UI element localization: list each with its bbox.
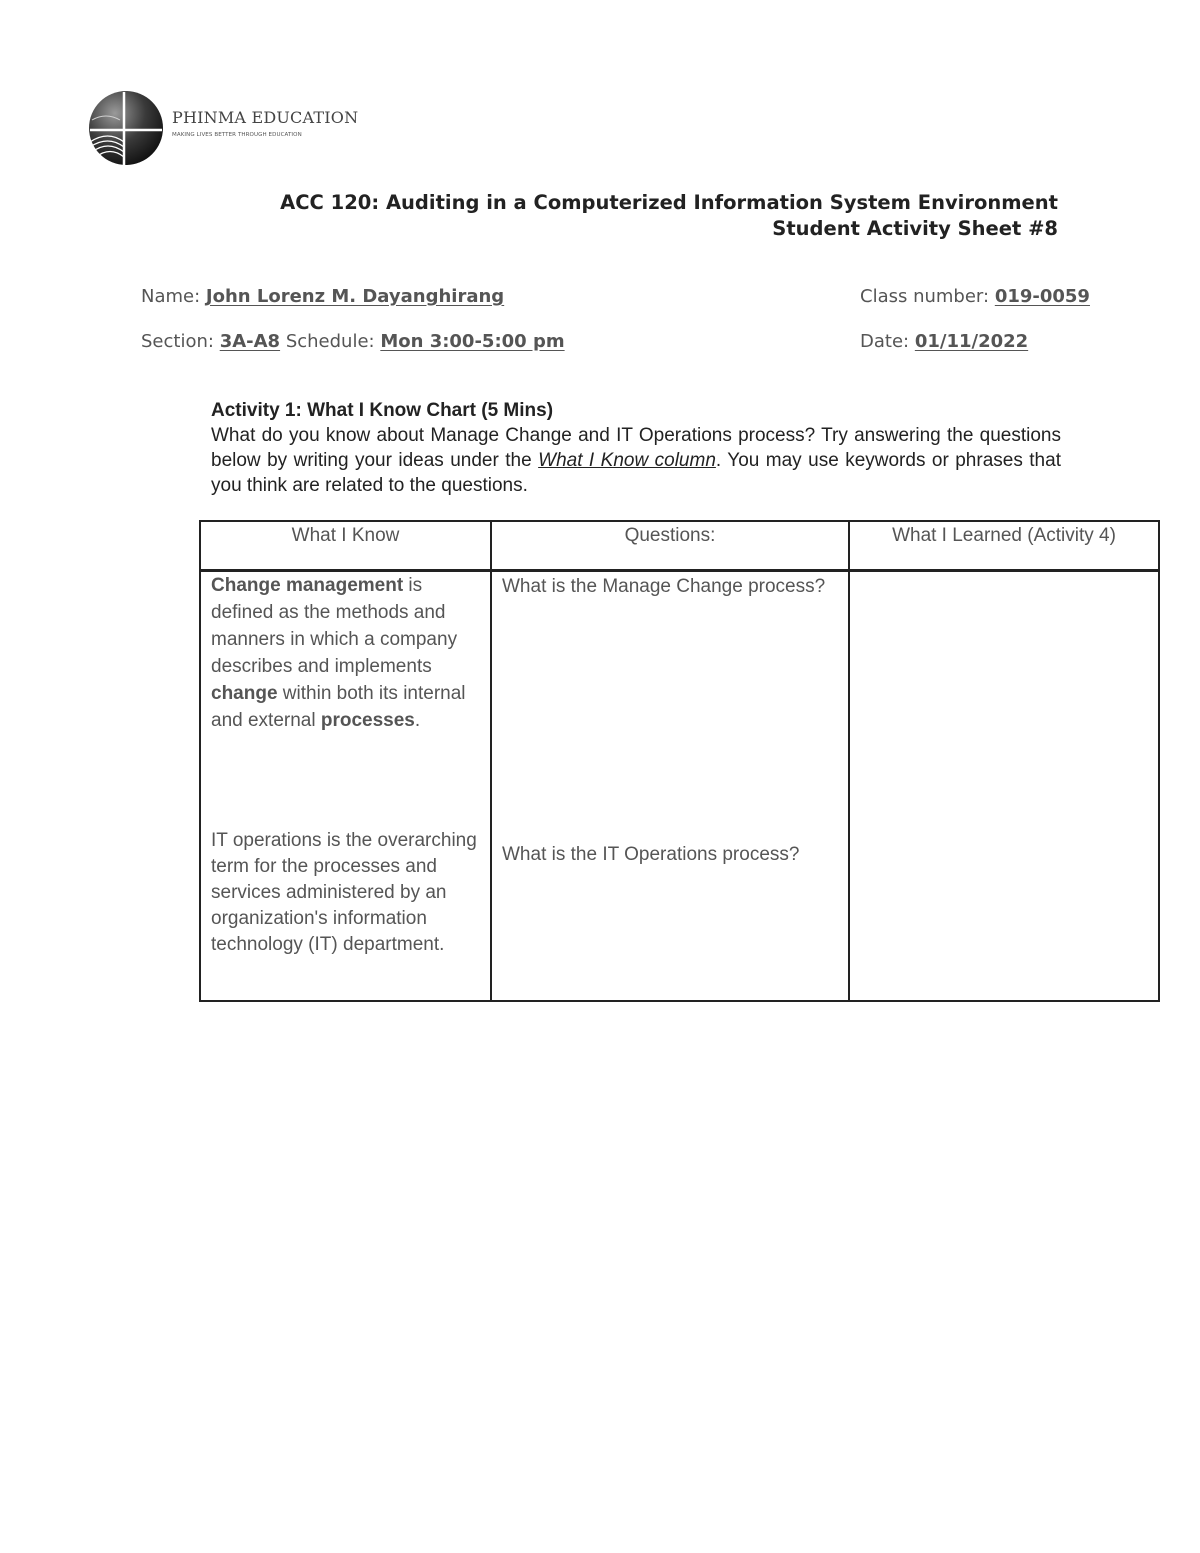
phinma-logo bbox=[86, 90, 359, 170]
globe-emblem-icon bbox=[86, 90, 166, 170]
table-row bbox=[200, 571, 1159, 1002]
instructions-text-end: . You may use keywords or phrases that you think are related to the questions. bbox=[211, 450, 1061, 496]
term-change: change bbox=[211, 683, 278, 704]
answer-text: . bbox=[414, 710, 421, 731]
logo-tagline: MAKING LIVES BETTER THROUGH EDUCATION bbox=[172, 132, 302, 138]
document-title bbox=[280, 190, 1058, 242]
section-value: 3A-A8 bbox=[219, 331, 281, 352]
name-field bbox=[141, 286, 504, 307]
class-number-field bbox=[860, 286, 1090, 307]
answer-text: is defined as the methods and manners in which a company describes and implements bbox=[211, 575, 458, 677]
name-value: John Lorenz M. Dayanghirang bbox=[205, 286, 505, 307]
answer-text: within both its internal and external bbox=[211, 683, 466, 731]
questions-cell bbox=[491, 571, 849, 1002]
class-number-label: Class number: bbox=[860, 286, 990, 307]
logo-wordmark: PHINMA EDUCATION bbox=[172, 108, 359, 127]
section-label: Section: bbox=[141, 331, 214, 352]
question-it-operations: What is the IT Operations process? bbox=[502, 844, 800, 865]
course-title: ACC 120: Auditing in a Computerized Information System Environment bbox=[280, 191, 1058, 214]
what-i-learned-cell[interactable] bbox=[849, 571, 1159, 1002]
table-header-row bbox=[200, 521, 1159, 571]
activity-heading: Activity 1: What I Know Chart (5 Mins) bbox=[211, 400, 554, 421]
date-field bbox=[860, 331, 1028, 352]
term-processes: processes bbox=[320, 710, 415, 731]
what-i-learned-content bbox=[850, 572, 1158, 1000]
name-label: Name: bbox=[141, 286, 201, 307]
question-manage-change: What is the Manage Change process? bbox=[502, 576, 826, 597]
date-label: Date: bbox=[860, 331, 910, 352]
change-management-answer bbox=[211, 572, 482, 734]
schedule-label: Schedule: bbox=[285, 331, 375, 352]
what-i-know-column-ref: What I Know column bbox=[538, 450, 716, 471]
header-questions: Questions: bbox=[491, 521, 849, 571]
activity-section bbox=[211, 398, 1061, 498]
term-change-management: Change management bbox=[211, 575, 404, 596]
section-schedule-field bbox=[141, 331, 565, 352]
activity-instructions bbox=[211, 423, 1061, 498]
sheet-title: Student Activity Sheet #8 bbox=[772, 217, 1058, 240]
what-i-know-cell[interactable] bbox=[200, 571, 491, 1002]
date-value: 01/11/2022 bbox=[914, 331, 1029, 352]
what-i-know-chart bbox=[199, 520, 1160, 1002]
instructions-text: What do you know about Manage Change and IT Operations process? Try answering the questions below by writing your ideas under the bbox=[211, 425, 1061, 471]
header-what-i-learned: What I Learned (Activity 4) bbox=[849, 521, 1159, 571]
schedule-value: Mon 3:00-5:00 pm bbox=[380, 331, 565, 352]
it-operations-answer: IT operations is the overarching term for the processes and services administered by an organization's information technology (IT) department. bbox=[211, 830, 477, 955]
header-what-i-know: What I Know bbox=[200, 521, 491, 571]
class-number-value: 019-0059 bbox=[994, 286, 1090, 307]
